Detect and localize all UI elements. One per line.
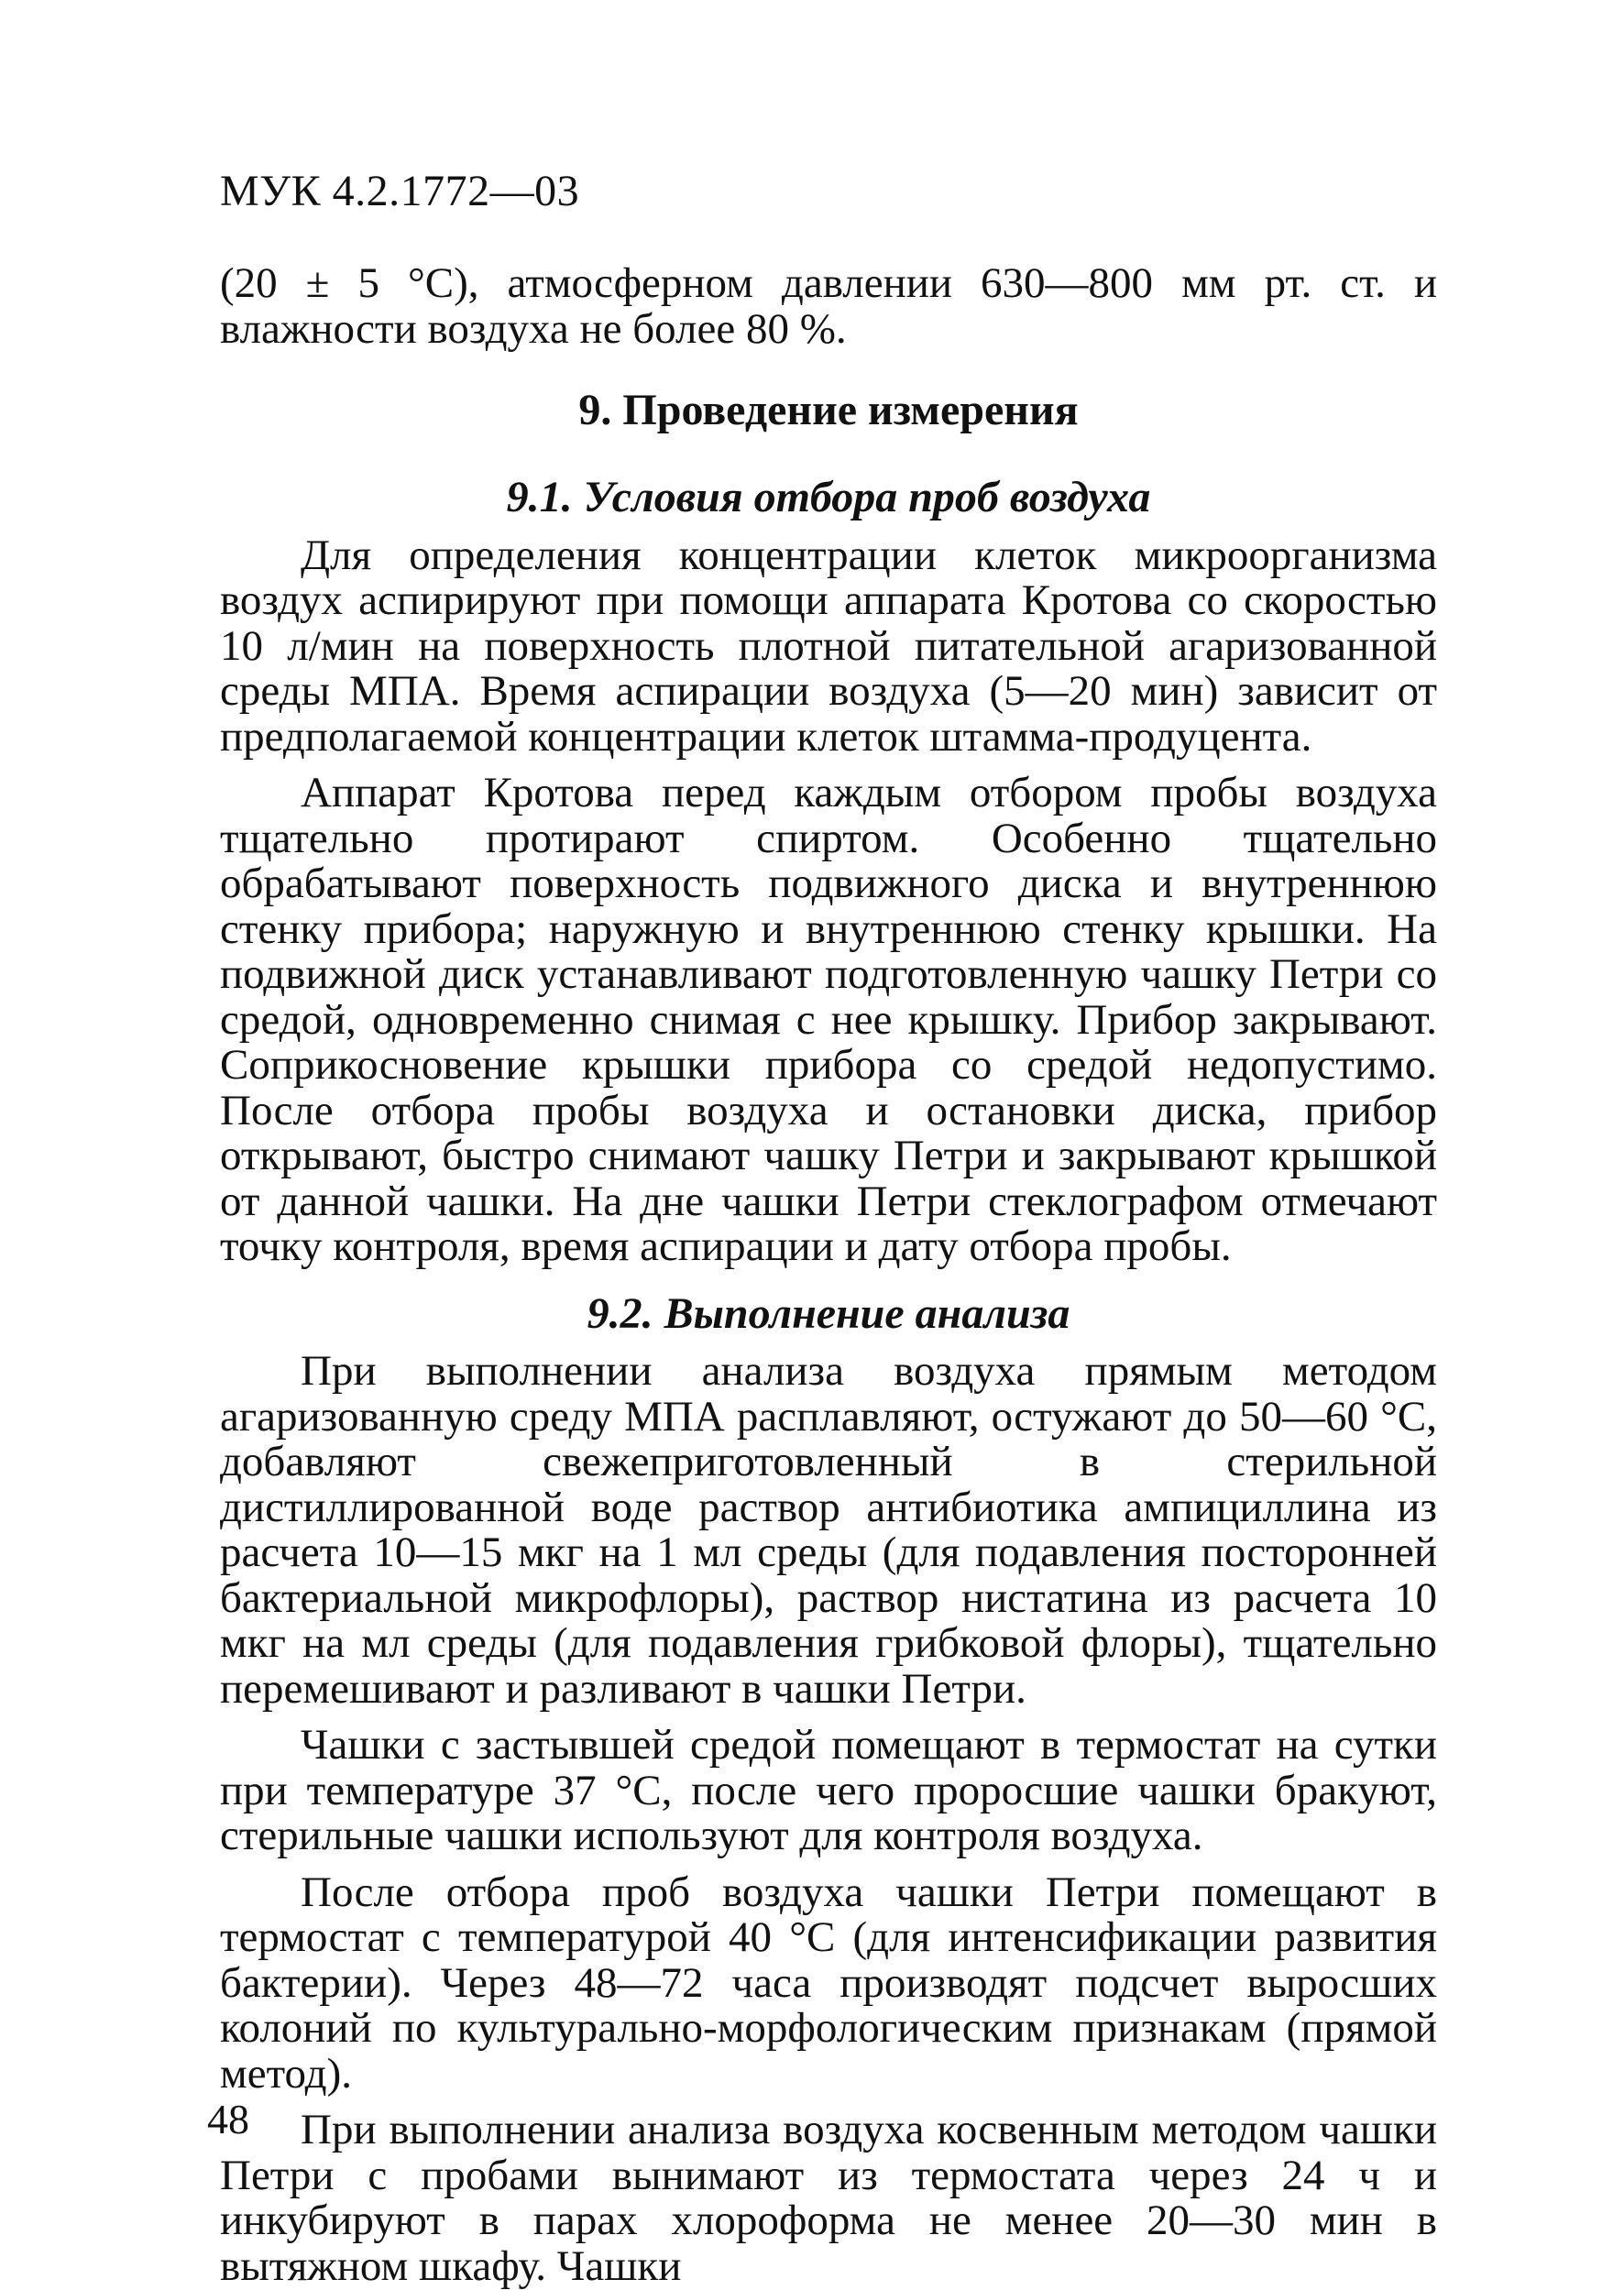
intro-paragraph: (20 ± 5 °С), атмосферном давлении 630—800 мм рт. ст. и влажности воздуха не более 80 %. [220,259,1437,353]
paragraph-colony-count: После отбора проб воздуха чашки Петри помещают в термостат с температурой 40 °С (для интенсификации развития бактерии). Через 48—72 часа производят подсчет выросших колоний по культурально-морфологическим признакам (прямой метод). [220,1868,1437,2098]
section-9-title: 9. Проведение измерения [578,386,1079,434]
paragraph-thermostat-incubation: Чашки с застывшей средой помещают в термостат на сутки при температуре 37 °С, после чего проросшие чашки бракуют, стерильные чашки используют для контроля воздуха. [220,1721,1437,1860]
paragraph-direct-method: При выполнении анализа воздуха прямым методом агаризованную среду МПА расплавляют, остужают до 50—60 °С, добавляют свежеприготовленный в стерильной дистиллированной воде раствор антибиотика ампициллина из расчета 10—15 мкг на 1 мл среды (для подавления посторонней бактериальной микрофлоры), раствор нистатина из расчета 10 мкг на мл среды (для подавления грибковой флоры), тщательно перемешивают и разливают в чашки Петри. [220,1347,1437,1713]
paragraph-indirect-method: При выполнении анализа воздуха косвенным методом чашки Петри с пробами вынимают из термостата через 24 ч и инкубируют в парах хлороформа не менее 20—30 мин в вытяжном шкафу. Чашки [220,2106,1437,2290]
paragraph-krotov-apparatus: Аппарат Кротова перед каждым отбором пробы воздуха тщательно протирают спиртом. Особенно тщательно обрабатывают поверхность подвижного диска и внутреннюю стенку прибора; наружную и внутреннюю стенку крышки. На подвижной диск устанавливают подготовленную чашку Петри со средой, одновременно снимая с нее крышку. Прибор закрывают. Соприкосновение крышки прибора со средой недопустимо. После отбора пробы воздуха и остановки диска, прибор открывают, быстро снимают чашку Петри и закрывают крышкой от данной чашки. На дне чашки Петри стеклографом отмечают точку контроля, время аспирации и дату отбора пробы. [220,769,1437,1271]
page-number: 48 [207,2096,249,2142]
page-body [220,261,1437,2289]
paragraph-air-aspiration: Для определения концентрации клеток микроорганизма воздух аспирируют при помощи аппарата Кротова со скоростью 10 л/мин на поверхность плотной питательной агаризованной среды МПА. Время аспирации воздуха (5—20 мин) зависит от предполагаемой концентрации клеток штамма-продуцента. [220,531,1437,761]
document-code-header: МУК 4.2.1772—03 [220,167,580,215]
subsection-9-1-title: 9.1. Условия отбора проб воздуха [506,472,1151,521]
subsection-9-2-title: 9.2. Выполнение анализа [587,1288,1070,1338]
